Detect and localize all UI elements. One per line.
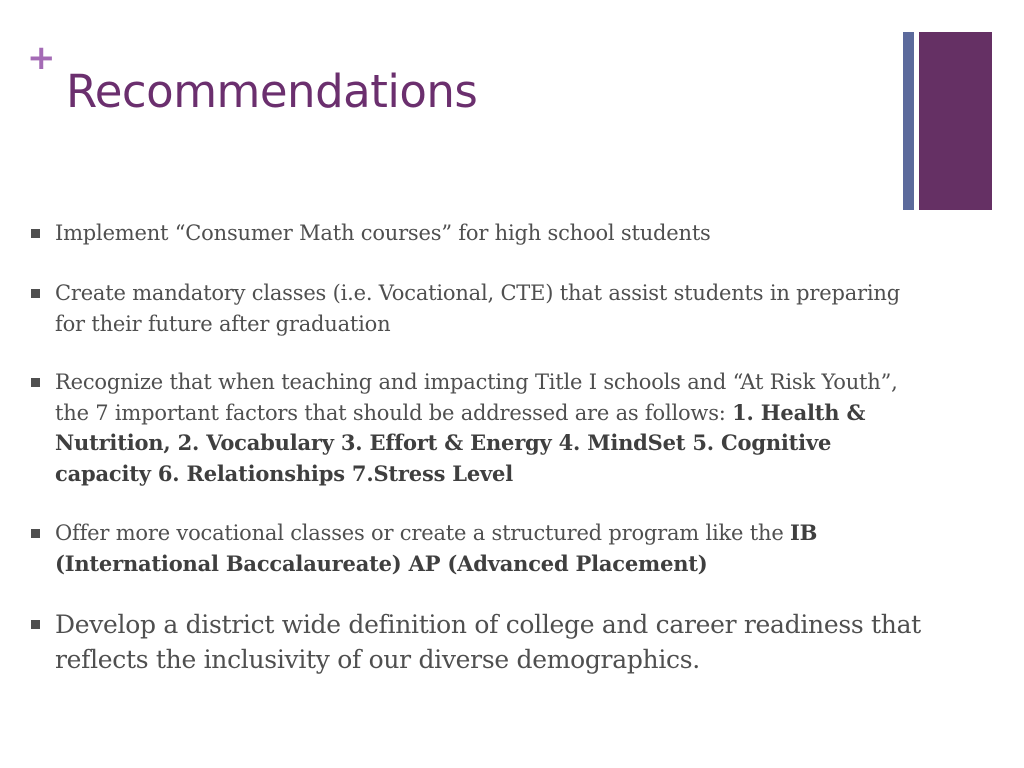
recommendation-text: Develop a district wide definition of college and career readiness that reflects the inclusivity of our diverse demographics.: [55, 610, 921, 674]
recommendation-item: [55, 607, 925, 677]
accent-bar-thin: [903, 32, 914, 210]
accent-bar-thick: [919, 32, 992, 210]
recommendation-text: Create mandatory classes (i.e. Vocational, CTE) that assist students in preparing for their future after graduation: [55, 281, 900, 336]
square-bullet-icon: [31, 529, 40, 538]
recommendation-item: [55, 218, 925, 249]
recommendation-text: Recognize that when teaching and impacting Title I schools and “At Risk Youth”, the 7 important factors that should be addressed are as follows:: [55, 370, 898, 425]
recommendation-text: Implement “Consumer Math courses” for high school students: [55, 221, 711, 245]
slide-title: Recommendations: [66, 65, 478, 118]
square-bullet-icon: [31, 229, 40, 238]
program-names-bold: IB (International Baccalaureate) AP (Advanced Placement): [55, 520, 818, 576]
recommendation-item: [55, 367, 925, 489]
recommendation-item: [55, 278, 925, 339]
square-bullet-icon: [31, 378, 40, 387]
square-bullet-icon: [31, 620, 40, 629]
plus-icon: +: [27, 38, 56, 78]
recommendation-text: Offer more vocational classes or create a structured program like the: [55, 521, 791, 545]
recommendation-item: [55, 518, 925, 579]
factors-list-bold: 1. Health & Nutrition, 2. Vocabulary 3. Effort & Energy 4. MindSet 5. Cognitive capacity 6. Relationships 7.Stress Level: [55, 399, 866, 486]
square-bullet-icon: [31, 289, 40, 298]
